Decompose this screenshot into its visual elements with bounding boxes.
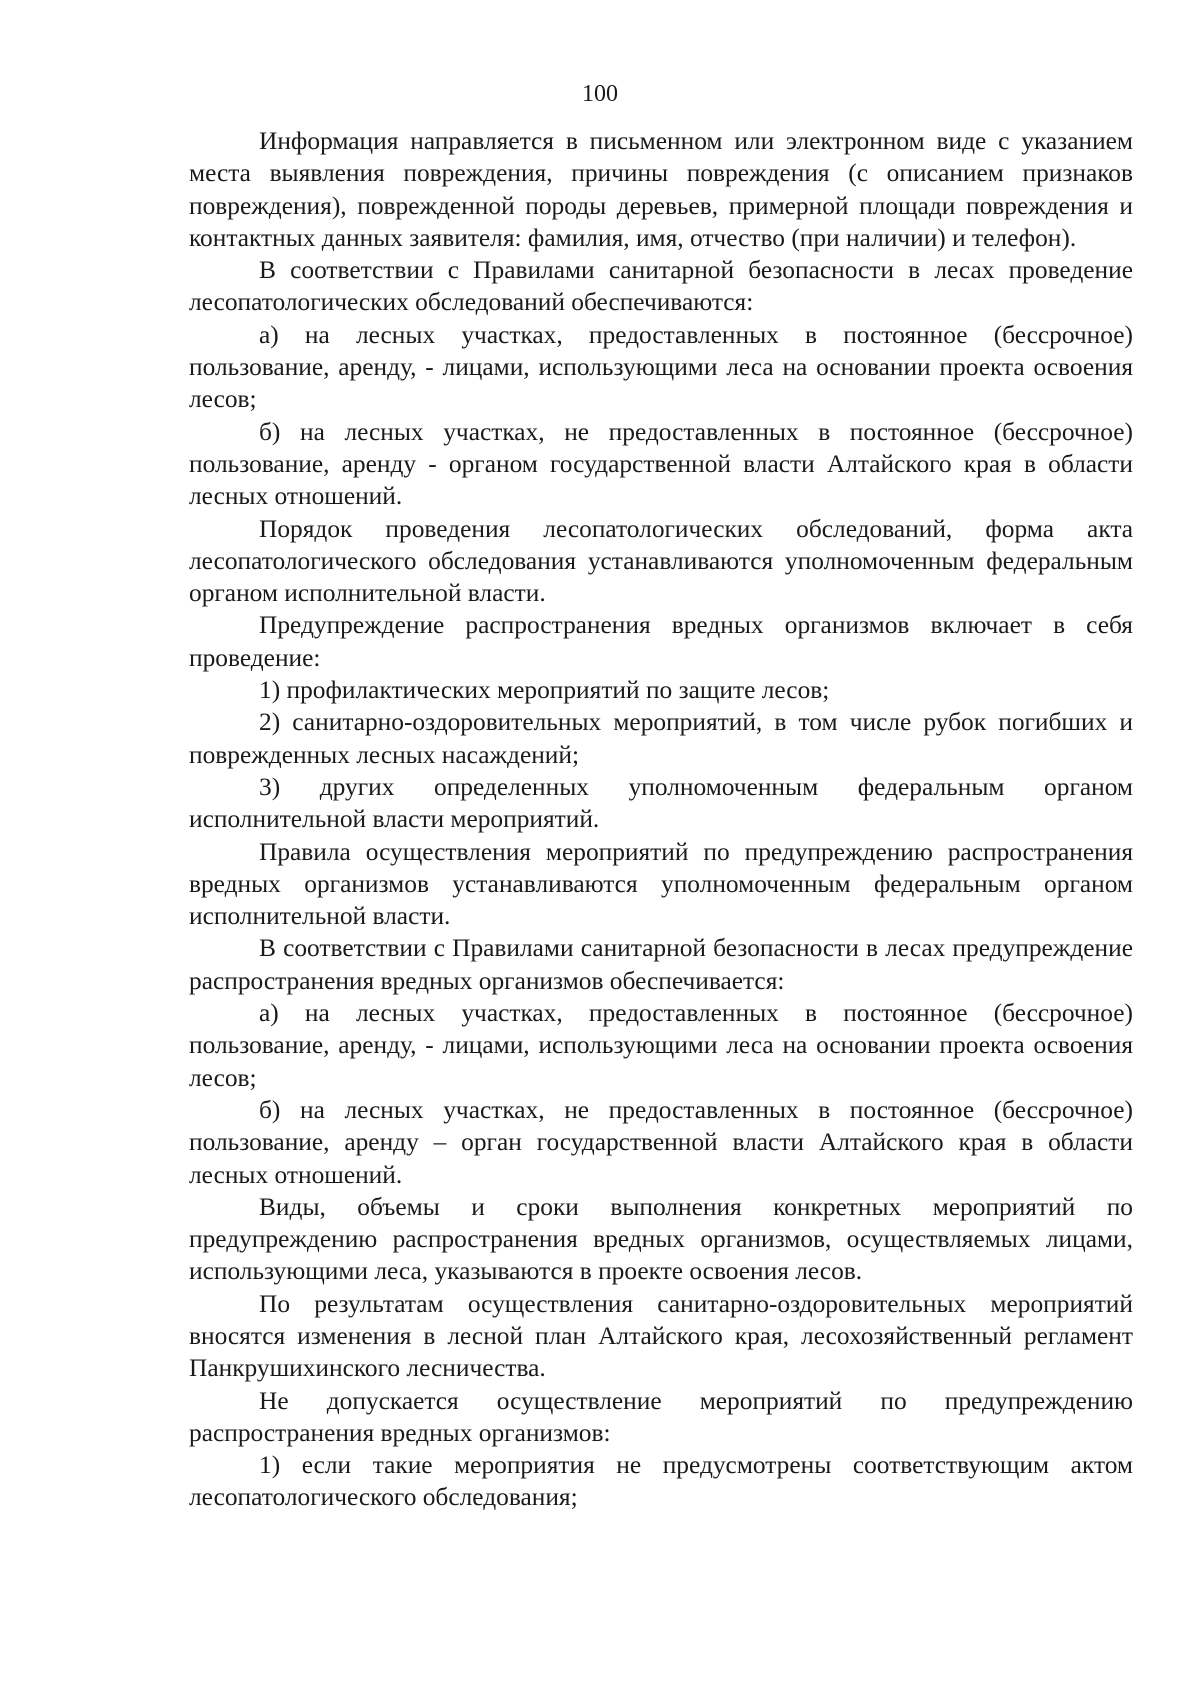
paragraph: По результатам осуществления санитарно-оздоровительных мероприятий вносятся изменения в лесной план Алтайского края, лесохозяйственный регламент Панкрушихинского лесничества.	[189, 1289, 1133, 1383]
paragraph: а) на лесных участках, предоставленных в постоянное (бессрочное) пользование, аренду, - лицами, использующими леса на основании проекта освоения лесов;	[189, 320, 1133, 414]
paragraph: 2) санитарно-оздоровительных мероприятий, в том числе рубок погибших и поврежденных лесных насаждений;	[189, 708, 1133, 769]
paragraph: Предупреждение распространения вредных организмов включает в себя проведение:	[189, 611, 1133, 672]
paragraph: Не допускается осуществление мероприятий по предупреждению распространения вредных организмов:	[189, 1386, 1133, 1447]
paragraph: а) на лесных участках, предоставленных в постоянное (бессрочное) пользование, аренду, - лицами, использующими леса на основании проекта освоения лесов;	[189, 999, 1133, 1092]
paragraph: б) на лесных участках, не предоставленных в постоянное (бессрочное) пользование, аренду – орган государственной власти Алтайского края в области лесных отношений.	[189, 1095, 1133, 1189]
paragraph: б) на лесных участках, не предоставленных в постоянное (бессрочное) пользование, аренду - органом государственной власти Алтайского края в области лесных отношений.	[189, 417, 1133, 511]
paragraph: Виды, объемы и сроки выполнения конкретных мероприятий по предупреждению распространения вредных организмов, осуществляемых лицами, использующими леса, указываются в проекте освоения лесов.	[189, 1192, 1133, 1286]
document-body	[189, 125, 1133, 1514]
paragraph: Порядок проведения лесопатологических обследований, форма акта лесопатологического обследования устанавливаются уполномоченным федеральным органом исполнительной власти.	[189, 514, 1133, 608]
paragraph: В соответствии с Правилами санитарной безопасности в лесах проведение лесопатологических обследований обеспечиваются:	[189, 256, 1133, 317]
paragraph: 3) других определенных уполномоченным федеральным органом исполнительной власти мероприятий.	[189, 772, 1133, 834]
paragraph: Правила осуществления мероприятий по предупреждению распространения вредных организмов устанавливаются уполномоченным федеральным органом исполнительной власти.	[189, 837, 1133, 931]
paragraph: 1) профилактических мероприятий по защите лесов;	[259, 676, 830, 705]
paragraph: Информация направляется в письменном или электронном виде с указанием места выявления повреждения, причины повреждения (с описанием признаков повреждения), поврежденной породы деревьев, примерной площади повреждения и контактных данных заявителя: фамилия, имя, отчество (при наличии) и телефон).	[189, 127, 1133, 252]
paragraph: В соответствии с Правилами санитарной безопасности в лесах предупреждение распространения вредных организмов обеспечивается:	[189, 934, 1133, 995]
paragraph: 1) если такие мероприятия не предусмотрены соответствующим актом лесопатологического обследования;	[189, 1451, 1133, 1512]
page-number: 100	[582, 81, 618, 107]
